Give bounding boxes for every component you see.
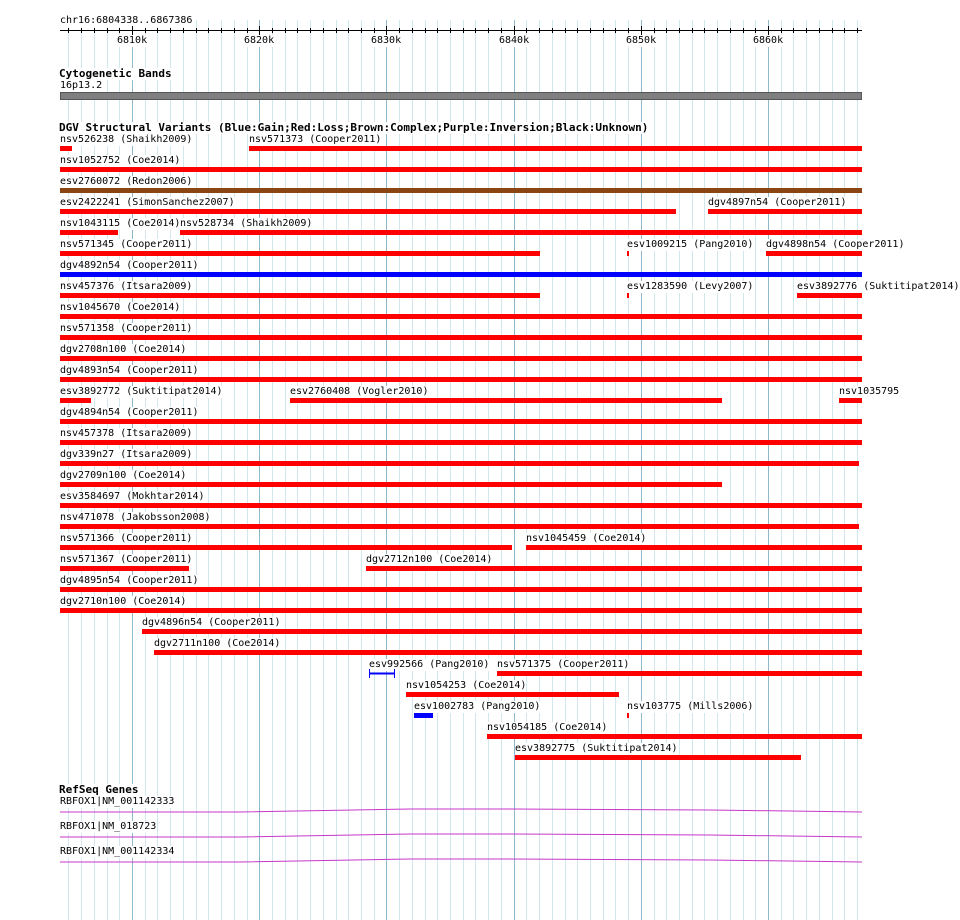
dgv-feature-label[interactable]: dgv2710n100 (Coe2014) xyxy=(60,596,187,607)
dgv-feature-label[interactable]: nsv526238 (Shaikh2009) xyxy=(60,134,193,145)
dgv-feature-label[interactable]: nsv1052752 (Coe2014) xyxy=(60,155,181,166)
dgv-feature-bar[interactable] xyxy=(839,398,862,403)
dgv-feature-label[interactable]: esv2760072 (Redon2006) xyxy=(60,176,193,187)
dgv-feature-label[interactable]: nsv1043115 (Coe2014) xyxy=(60,218,181,229)
dgv-feature-bar[interactable] xyxy=(526,545,862,550)
ruler-tick-label: 6810k xyxy=(117,35,148,46)
dgv-feature-bar[interactable] xyxy=(60,566,189,571)
dgv-feature-label[interactable]: dgv2712n100 (Coe2014) xyxy=(366,554,493,565)
dgv-feature-label[interactable]: dgv4898n54 (Cooper2011) xyxy=(766,239,905,250)
dgv-feature-bar[interactable] xyxy=(627,251,629,256)
dgv-feature-label[interactable]: esv1002783 (Pang2010) xyxy=(414,701,541,712)
dgv-feature-label[interactable]: nsv1045670 (Coe2014) xyxy=(60,302,181,313)
dgv-feature-bar[interactable] xyxy=(249,146,862,151)
dgv-feature-label[interactable]: nsv571366 (Cooper2011) xyxy=(60,533,193,544)
dgv-feature-label[interactable]: dgv4894n54 (Cooper2011) xyxy=(60,407,199,418)
dgv-feature-label[interactable]: esv3892776 (Suktitipat2014) xyxy=(797,281,960,292)
dgv-feature-bar[interactable] xyxy=(708,209,862,214)
dgv-feature-bar[interactable] xyxy=(60,503,862,508)
dgv-feature-label[interactable]: dgv2711n100 (Coe2014) xyxy=(154,638,281,649)
region-label: chr16:6804338..6867386 xyxy=(60,15,193,26)
dgv-feature-label[interactable]: nsv471078 (Jakobsson2008) xyxy=(60,512,211,523)
dgv-feature-label[interactable]: nsv457378 (Itsara2009) xyxy=(60,428,193,439)
dgv-feature-label[interactable]: nsv1054253 (Coe2014) xyxy=(406,680,527,691)
dgv-feature-bar[interactable] xyxy=(515,755,801,760)
dgv-feature-bar[interactable] xyxy=(60,209,676,214)
dgv-feature-label[interactable]: nsv571367 (Cooper2011) xyxy=(60,554,193,565)
dgv-feature-label[interactable]: nsv571358 (Cooper2011) xyxy=(60,323,193,334)
dgv-feature-bar[interactable] xyxy=(60,356,862,361)
dgv-feature-label[interactable]: esv992566 (Pang2010) xyxy=(369,659,490,670)
dgv-feature-label[interactable]: nsv103775 (Mills2006) xyxy=(627,701,754,712)
dgv-feature-bar[interactable] xyxy=(60,461,859,466)
dgv-feature-label[interactable]: esv3892772 (Suktitipat2014) xyxy=(60,386,223,397)
dgv-feature-label[interactable]: nsv528734 (Shaikh2009) xyxy=(180,218,313,229)
dgv-feature-bar[interactable] xyxy=(369,669,397,678)
cytoband-track-title: Cytogenetic Bands xyxy=(59,67,172,80)
dgv-feature-bar[interactable] xyxy=(60,314,862,319)
dgv-feature-label[interactable]: nsv571345 (Cooper2011) xyxy=(60,239,193,250)
dgv-feature-label[interactable]: dgv2709n100 (Coe2014) xyxy=(60,470,187,481)
dgv-feature-label[interactable]: nsv571373 (Cooper2011) xyxy=(249,134,382,145)
dgv-feature-bar[interactable] xyxy=(60,272,862,277)
dgv-feature-bar[interactable] xyxy=(60,440,862,445)
refseq-gene-label[interactable]: RBFOX1|NM_001142333 xyxy=(60,796,175,807)
dgv-feature-label[interactable]: dgv4896n54 (Cooper2011) xyxy=(142,617,281,628)
ruler-tick-label: 6820k xyxy=(244,35,275,46)
dgv-feature-bar[interactable] xyxy=(154,650,862,655)
dgv-feature-bar[interactable] xyxy=(60,188,862,193)
dgv-feature-bar[interactable] xyxy=(60,251,540,256)
dgv-track-title: DGV Structural Variants (Blue:Gain;Red:Loss;Brown:Complex;Purple:Inversion;Black:Unknown) xyxy=(59,121,649,134)
dgv-feature-bar[interactable] xyxy=(180,230,862,235)
dgv-feature-bar[interactable] xyxy=(406,692,619,697)
dgv-feature-bar[interactable] xyxy=(497,671,862,676)
dgv-feature-bar[interactable] xyxy=(60,293,540,298)
dgv-feature-label[interactable]: dgv4893n54 (Cooper2011) xyxy=(60,365,199,376)
refseq-gene-line[interactable] xyxy=(60,856,870,864)
refseq-gene-label[interactable]: RBFOX1|NM_018723 xyxy=(60,821,157,832)
dgv-feature-bar[interactable] xyxy=(60,377,862,382)
dgv-feature-label[interactable]: nsv1054185 (Coe2014) xyxy=(487,722,608,733)
dgv-feature-bar[interactable] xyxy=(60,230,118,235)
dgv-feature-label[interactable]: nsv457376 (Itsara2009) xyxy=(60,281,193,292)
dgv-feature-label[interactable]: esv1009215 (Pang2010) xyxy=(627,239,754,250)
dgv-feature-bar[interactable] xyxy=(627,293,629,298)
ruler-tick-label: 6860k xyxy=(753,35,784,46)
ruler-tick-label: 6830k xyxy=(371,35,402,46)
dgv-feature-bar[interactable] xyxy=(60,545,512,550)
refseq-gene-label[interactable]: RBFOX1|NM_001142334 xyxy=(60,846,175,857)
dgv-feature-label[interactable]: dgv4895n54 (Cooper2011) xyxy=(60,575,199,586)
cytoband-label: 16p13.2 xyxy=(60,80,103,91)
dgv-feature-label[interactable]: esv3584697 (Mokhtar2014) xyxy=(60,491,205,502)
dgv-feature-bar[interactable] xyxy=(366,566,862,571)
dgv-feature-label[interactable]: nsv571375 (Cooper2011) xyxy=(497,659,630,670)
dgv-feature-bar[interactable] xyxy=(414,713,433,718)
dgv-feature-label[interactable]: dgv2708n100 (Coe2014) xyxy=(60,344,187,355)
dgv-feature-bar[interactable] xyxy=(60,419,862,424)
dgv-feature-label[interactable]: esv1283590 (Levy2007) xyxy=(627,281,754,292)
dgv-feature-bar[interactable] xyxy=(60,167,862,172)
dgv-feature-bar[interactable] xyxy=(60,335,862,340)
dgv-feature-label[interactable]: esv3892775 (Suktitipat2014) xyxy=(515,743,678,754)
cytoband-bar[interactable] xyxy=(60,92,862,100)
dgv-feature-bar[interactable] xyxy=(627,713,629,718)
refseq-gene-line[interactable] xyxy=(60,806,870,814)
dgv-feature-bar[interactable] xyxy=(60,398,91,403)
dgv-feature-label[interactable]: esv2760408 (Vogler2010) xyxy=(290,386,429,397)
dgv-feature-bar[interactable] xyxy=(60,524,859,529)
dgv-feature-label[interactable]: dgv4892n54 (Cooper2011) xyxy=(60,260,199,271)
dgv-feature-bar[interactable] xyxy=(487,734,862,739)
dgv-feature-bar[interactable] xyxy=(60,146,72,151)
ruler-tick-label: 6850k xyxy=(626,35,657,46)
dgv-feature-label[interactable]: esv2422241 (SimonSanchez2007) xyxy=(60,197,235,208)
dgv-feature-label[interactable]: dgv339n27 (Itsara2009) xyxy=(60,449,193,460)
dgv-feature-bar[interactable] xyxy=(60,608,862,613)
refseq-gene-line[interactable] xyxy=(60,831,870,839)
dgv-feature-bar[interactable] xyxy=(766,251,862,256)
ruler-tick-label: 6840k xyxy=(499,35,530,46)
dgv-feature-label[interactable]: nsv1045459 (Coe2014) xyxy=(526,533,647,544)
dgv-feature-bar[interactable] xyxy=(142,629,862,634)
dgv-feature-label[interactable]: nsv1035795 xyxy=(839,386,900,397)
dgv-feature-bar[interactable] xyxy=(60,482,722,487)
dgv-feature-bar[interactable] xyxy=(290,398,722,403)
dgv-feature-bar[interactable] xyxy=(797,293,862,298)
refseq-track-title: RefSeq Genes xyxy=(59,783,139,796)
dgv-feature-label[interactable]: dgv4897n54 (Cooper2011) xyxy=(708,197,847,208)
dgv-feature-bar[interactable] xyxy=(60,587,862,592)
